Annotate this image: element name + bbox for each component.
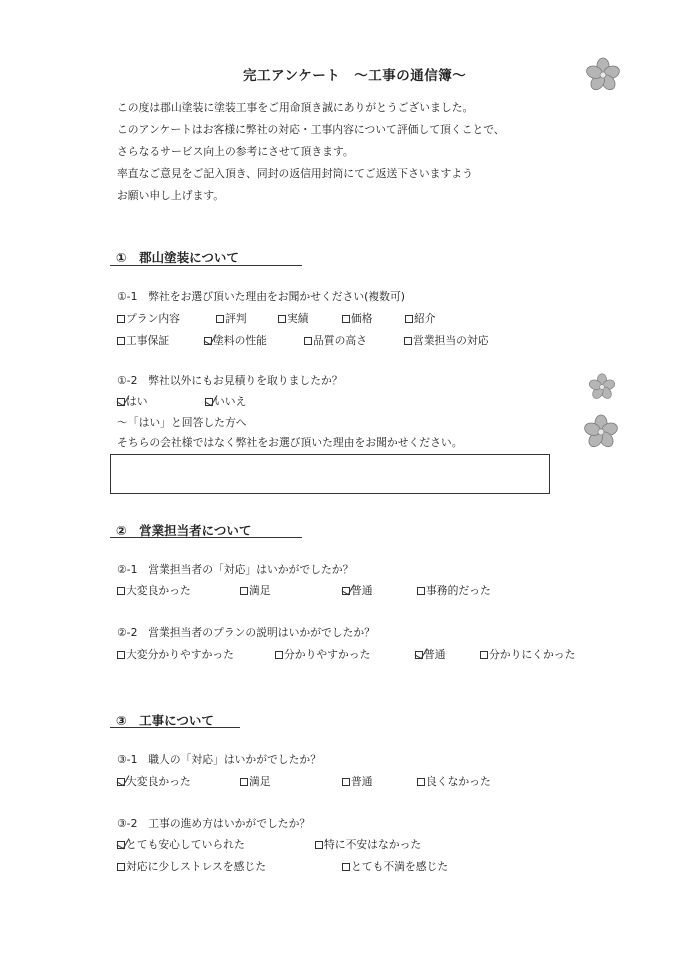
checkbox[interactable] [240,587,248,595]
checkbox[interactable] [405,315,413,323]
section-underline [110,727,240,728]
checkbox[interactable] [117,863,125,871]
checkbox-option[interactable] [117,860,266,874]
checkbox-label: 事務的だった [426,584,491,597]
checked-checkbox[interactable] [415,651,423,659]
checkbox-label: 大変良かった [126,775,191,788]
section-underline [110,265,302,266]
section-heading: ① 郡山塗装について [116,250,239,265]
page-title: 完工アンケート ～工事の通信簿～ [243,68,467,84]
checkbox-option[interactable] [205,395,246,409]
checkbox-label: とても不満を感じた [351,860,449,873]
checkbox-option[interactable] [417,584,491,598]
checkbox-label: 大変良かった [126,584,191,597]
checkbox-option[interactable] [304,334,367,348]
checkbox[interactable] [240,778,248,786]
checkbox-label: 大変分かりやすかった [126,648,234,661]
checkbox-label: 普通 [424,648,446,661]
checkbox-option[interactable] [117,648,234,662]
question-text: ③-2 工事の進め方はいかがでしたか？ [117,817,311,830]
reason-answer-box[interactable] [110,454,550,494]
checkbox-option[interactable] [204,334,267,348]
checkbox-option[interactable] [315,838,421,852]
checkbox[interactable] [342,778,350,786]
sakura-icon [583,414,619,450]
followup-text: そちらの会社様ではなく弊社をお選び頂いた理由をお聞かせください。 [117,436,463,449]
checkbox-label: 品質の高さ [313,334,367,347]
checkbox-label: 工事保証 [126,334,170,347]
checkbox-option[interactable] [117,584,191,598]
checkbox-label: 満足 [249,584,271,597]
checkbox[interactable] [117,587,125,595]
checkbox-label: プラン内容 [126,312,180,325]
checkbox-label: とても安心していられた [126,838,245,851]
checkbox-option[interactable] [117,312,180,326]
checkbox[interactable] [216,315,224,323]
checkbox-label: 分かりやすかった [284,648,371,661]
checkbox-option[interactable] [117,334,169,348]
checkbox[interactable] [275,651,283,659]
checkbox-option[interactable] [480,648,575,662]
section-heading: ③ 工事について [116,713,214,728]
checked-checkbox[interactable] [117,778,125,786]
checkbox-label: 価格 [351,312,373,325]
followup-text: ～「はい」と回答した方へ [117,416,247,429]
checkbox-option[interactable] [278,312,309,326]
intro-line: お願い申し上げます。 [117,189,225,202]
checked-checkbox[interactable] [117,398,125,406]
checkbox[interactable] [404,337,412,345]
intro-line: この度は郡山塗装に塗装工事をご用命頂き誠にありがとうございました。 [117,101,474,114]
checked-checkbox[interactable] [205,398,213,406]
checkbox-label: 良くなかった [426,775,491,788]
checkbox-label: 営業担当の対応 [413,334,489,347]
checkbox-label: いいえ [214,395,247,408]
checkbox-option[interactable] [117,395,148,409]
question-text: ①-1 弊社をお選び頂いた理由をお聞かせください(複数可) [117,290,405,303]
checkbox-label: 特に不安はなかった [324,838,422,851]
checked-checkbox[interactable] [117,841,125,849]
checkbox-label: 普通 [351,775,373,788]
checkbox-label: 塗料の性能 [213,334,267,347]
question-text: ②-1 営業担当者の「対応」はいかがでしたか？ [117,563,354,576]
section-heading: ② 営業担当者について [116,523,252,538]
checkbox[interactable] [342,863,350,871]
checkbox-label: 実績 [287,312,309,325]
checkbox-option[interactable] [117,775,191,789]
question-text: ②-2 営業担当者のプランの説明はいかがでしたか？ [117,626,375,639]
sakura-icon [588,373,616,401]
checkbox-option[interactable] [342,775,373,789]
checkbox-option[interactable] [240,584,271,598]
checkbox-option[interactable] [404,334,489,348]
section-underline [110,537,302,538]
checkbox[interactable] [315,841,323,849]
checkbox[interactable] [417,778,425,786]
question-text: ①-2 弊社以外にもお見積りを取りましたか？ [117,374,343,387]
sakura-icon [585,57,621,93]
checkbox-option[interactable] [417,775,491,789]
question-text: ③-1 職人の「対応」はいかがでしたか？ [117,753,321,766]
checkbox[interactable] [342,315,350,323]
intro-line: 率直なご意見をご記入頂き、同封の返信用封筒にてご返送下さいますよう [117,167,473,180]
checkbox-label: 満足 [249,775,271,788]
checkbox-label: はい [126,395,148,408]
checkbox[interactable] [417,587,425,595]
checkbox[interactable] [117,651,125,659]
checkbox[interactable] [480,651,488,659]
checkbox-option[interactable] [342,312,373,326]
checkbox-option[interactable] [275,648,370,662]
checkbox-label: 紹介 [414,312,436,325]
checkbox-label: 普通 [351,584,373,597]
checkbox-option[interactable] [216,312,247,326]
checkbox-option[interactable] [240,775,271,789]
intro-line: さらなるサービス向上の参考にさせて頂きます。 [117,145,354,158]
checkbox-label: 分かりにくかった [489,648,576,661]
checkbox-option[interactable] [117,838,245,852]
checkbox[interactable] [304,337,312,345]
checked-checkbox[interactable] [204,337,212,345]
checkbox-label: 対応に少しストレスを感じた [126,860,267,873]
checkbox[interactable] [117,337,125,345]
checkbox[interactable] [117,315,125,323]
checked-checkbox[interactable] [342,587,350,595]
checkbox-label: 評判 [225,312,247,325]
checkbox-option[interactable] [405,312,436,326]
intro-line: このアンケートはお客様に弊社の対応・工事内容について評価して頂くことで、 [117,123,505,136]
checkbox-option[interactable] [342,860,448,874]
checkbox-option[interactable] [342,584,373,598]
checkbox-option[interactable] [415,648,446,662]
checkbox[interactable] [278,315,286,323]
